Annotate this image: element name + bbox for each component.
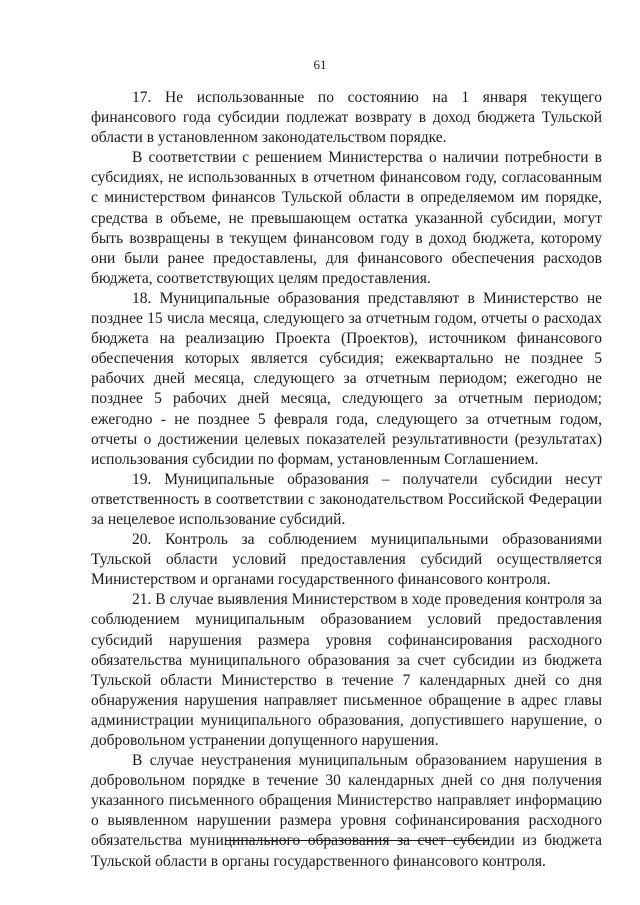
paragraph-17-continuation: В соответствии с решением Министерства о наличии потребности в субсидиях, не использованных в отчетном финансовом году, согласованным с министерством финансов Тульской области в определяемом им порядке, средства в объеме, не превышающем остатка указанной субсидии, могут быть возвращены в текущем финансовом году в доход бюджета, которому они были ранее предоставлены, для финансового обеспечения расходов бюджета, соответствующих целям предоставления. xyxy=(91,149,602,287)
footer-divider xyxy=(226,840,490,841)
paragraph-18: 18. Муниципальные образования представляют в Министерство не позднее 15 числа месяца, следующего за отчетным годом, отчеты о расходах бюджета на реализацию Проекта (Проектов), источником финансового обеспечения которых является субсидия; ежеквартально не позднее 5 рабочих дней месяца, следующего за отчетным периодом; ежегодно не позднее 5 рабочих дней месяца, следующего за отчетным периодом; ежегодно - не позднее 5 февраля года, следующего за отчетным годом, отчеты о достижении целевых показателей результативности (результатах) использования субсидии по формам, установленным Соглашением. xyxy=(91,289,602,468)
document-body xyxy=(91,88,602,872)
paragraph-17: 17. Не использованные по состоянию на 1 января текущего финансового года субсидии подлежат возврату в доход бюджета Тульской области в установленном законодательством порядке. xyxy=(91,89,602,147)
paragraph-19: 19. Муниципальные образования – получатели субсидии несут ответственность в соответствии с законодательством Российской Федерации за нецелевое использование субсидий. xyxy=(91,470,602,528)
page-number: 61 xyxy=(313,57,327,72)
paragraph-21: 21. В случае выявления Министерством в ходе проведения контроля за соблюдением муниципальным образованием условий предоставления субсидий нарушения размера уровня софинансирования расходного обязательства муниципального образования за счет субсидии из бюджета Тульской области Министерство в течение 7 календарных дней со дня обнаружения нарушения направляет письменное обращение в адрес главы администрации муниципального образования, допустившего нарушение, о добровольном устранении допущенного нарушения. xyxy=(91,591,602,749)
paragraph-21-continuation: В случае неустранения муниципальным образованием нарушения в добровольном порядке в течение 30 календарных дней со дня получения указанного письменного обращения Министерство направляет информацию о выявленном нарушении размера уровня софинансирования расходного обязательства муниципального образования за счет субсидии из бюджета Тульской области в органы государственного финансового контроля. xyxy=(91,752,602,870)
paragraph-20: 20. Контроль за соблюдением муниципальными образованиями Тульской области условий предоставления субсидий осуществляется Министерством и органами государственного финансового контроля. xyxy=(91,531,602,589)
